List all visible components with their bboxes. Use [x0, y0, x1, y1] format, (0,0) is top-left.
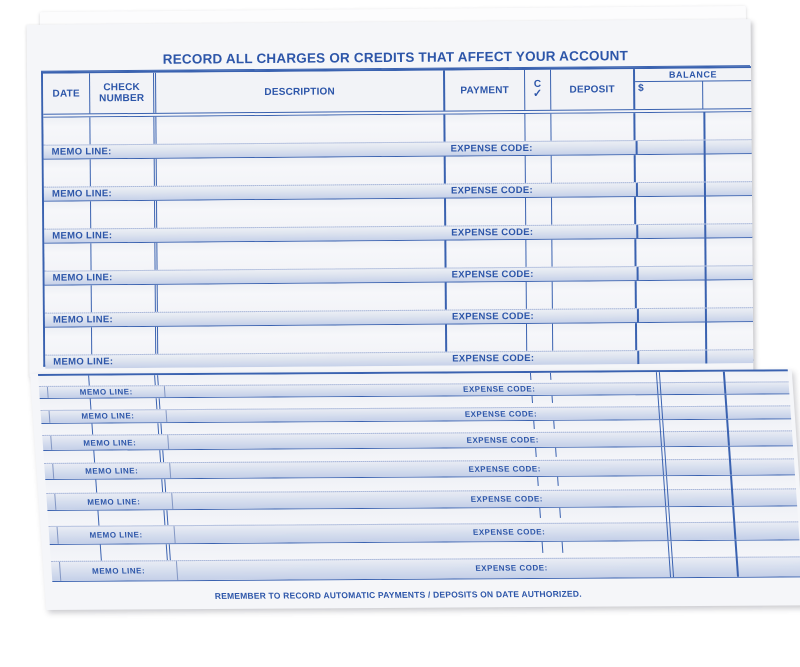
- dollar-sign: $: [638, 83, 644, 95]
- balance-column-line: [637, 309, 639, 322]
- entry-date-cell: [43, 117, 90, 144]
- table-header-row: [43, 68, 751, 118]
- entry-deposit-cell: [552, 239, 636, 267]
- entry-balance-cell: [636, 238, 752, 266]
- entry-description-cell: [153, 115, 445, 144]
- entry-deposit-cell: [552, 197, 636, 225]
- expense-code-label: EXPENSE CODE:: [468, 464, 542, 474]
- entry-balance-cell: [636, 196, 752, 224]
- entry-date-cell: [44, 243, 91, 270]
- entry-balance-cell: [636, 154, 752, 182]
- entry-cleared-cell: [526, 198, 552, 225]
- page-title: RECORD ALL CHARGES OR CREDITS THAT AFFECT YOUR ACCOUNT: [41, 47, 750, 72]
- cleared-column-line: [553, 421, 555, 429]
- cleared-c-label: C: [533, 78, 542, 90]
- transaction-block: [43, 112, 751, 160]
- date-column-line: [93, 451, 95, 463]
- entry-cleared-cell: [526, 156, 552, 183]
- memo-line-label: MEMO LINE:: [50, 436, 169, 450]
- cleared-column-line: [535, 448, 537, 457]
- column-header-balance: [635, 68, 751, 109]
- register-page-bottom: [30, 369, 800, 610]
- description-column-line: [163, 510, 168, 525]
- top-entry-blocks: [43, 112, 753, 370]
- cleared-column-line: [559, 508, 561, 518]
- register-table-top: [41, 66, 753, 367]
- entry-description-cell: [154, 199, 446, 228]
- balance-column-line: [636, 183, 638, 196]
- description-column-line: [159, 450, 164, 462]
- date-column-line: [100, 545, 102, 561]
- transaction-block: [45, 280, 753, 328]
- entry-cleared-cell: [527, 324, 553, 351]
- cleared-column-line: [555, 448, 557, 457]
- balance-column-divider: [704, 155, 706, 182]
- balance-column-line: [637, 267, 639, 280]
- entry-payment-cell: [447, 282, 527, 310]
- memo-line-label: MEMO LINE:: [57, 526, 176, 544]
- memo-line-label: MEMO LINE:: [52, 272, 113, 284]
- expense-code-label: EXPENSE CODE:: [451, 226, 534, 239]
- balance-column-divider: [705, 309, 707, 322]
- balance-column-divider: [705, 281, 707, 308]
- transaction-block: [44, 238, 752, 286]
- transaction-block: [50, 540, 800, 582]
- description-column-line: [154, 375, 159, 385]
- memo-line-label: MEMO LINE:: [53, 356, 114, 368]
- balance-column-divider: [705, 351, 707, 364]
- expense-code-label: EXPENSE CODE:: [451, 268, 534, 281]
- cleared-column-line: [530, 373, 531, 380]
- column-header-deposit: DEPOSIT: [551, 69, 635, 110]
- transaction-block: [45, 322, 753, 370]
- memo-line-label: MEMO LINE:: [52, 314, 113, 326]
- entry-description-cell: [155, 283, 447, 312]
- balance-column-divider: [703, 113, 705, 140]
- balance-column-divider: [705, 267, 707, 280]
- transaction-block: [43, 446, 795, 480]
- entry-payment-cell: [446, 240, 526, 268]
- column-header-description: DESCRIPTION: [153, 71, 445, 113]
- transaction-block: [45, 475, 797, 511]
- date-column-line: [97, 511, 99, 526]
- column-header-check-number: CHECK NUMBER: [99, 81, 145, 105]
- cleared-column-line: [557, 477, 559, 486]
- entry-deposit-cell: [552, 155, 636, 183]
- date-column-line: [90, 399, 92, 410]
- entry-payment-cell: [446, 156, 526, 184]
- entry-check-cell: [92, 285, 155, 312]
- balance-dollar-cell: [635, 82, 703, 110]
- column-header-cleared: [525, 70, 551, 110]
- page-stack-edge-bottom: [28, 606, 768, 645]
- footer-note: REMEMBER TO RECORD AUTOMATIC PAYMENTS / DEPOSITS ON DATE AUTHORIZED.: [214, 588, 583, 601]
- date-column-line: [91, 424, 93, 435]
- balance-cents-cell: [703, 81, 751, 108]
- entry-cleared-cell: [525, 114, 551, 141]
- entry-cleared-cell: [526, 240, 552, 267]
- entry-check-cell: [91, 159, 154, 186]
- cleared-column-line: [542, 542, 544, 553]
- cleared-column-line: [532, 396, 534, 403]
- memo-line-label: MEMO LINE:: [54, 493, 173, 510]
- entry-balance-cell: [637, 280, 753, 308]
- description-column-line: [161, 479, 166, 492]
- entry-deposit-cell: [551, 113, 635, 141]
- entry-check-cell: [91, 243, 154, 270]
- entry-description-cell: [154, 157, 446, 186]
- expense-code-label: EXPENSE CODE:: [475, 563, 549, 574]
- entry-payment-cell: [446, 198, 526, 226]
- expense-code-label: EXPENSE CODE:: [466, 435, 540, 446]
- cleared-column-line: [552, 396, 554, 403]
- balance-column-divider: [704, 141, 706, 154]
- memo-line-label: MEMO LINE:: [49, 410, 168, 423]
- date-column-line: [88, 376, 90, 386]
- column-header-payment: PAYMENT: [445, 70, 525, 111]
- checkmark-icon: ✓: [532, 87, 543, 100]
- memo-line-label: MEMO LINE:: [59, 561, 178, 581]
- balance-column-line: [637, 351, 639, 364]
- entry-payment-cell: [445, 114, 525, 142]
- balance-column-divider: [704, 197, 706, 224]
- entry-payment-cell: [447, 324, 527, 352]
- balance-column-divider: [704, 183, 706, 196]
- entry-check-cell: [91, 201, 154, 228]
- balance-column-divider: [704, 239, 706, 266]
- entry-check-cell: [92, 327, 155, 354]
- register-page-top: [27, 19, 754, 377]
- memo-line-label: MEMO LINE:: [52, 230, 113, 242]
- expense-code-label: EXPENSE CODE:: [472, 527, 546, 538]
- transaction-block: [44, 154, 752, 202]
- date-column-line: [95, 480, 97, 493]
- entry-date-cell: [44, 201, 91, 228]
- expense-code-label: EXPENSE CODE:: [464, 409, 538, 419]
- description-column-line: [166, 544, 171, 560]
- entry-check-cell: [90, 117, 153, 144]
- description-column-line: [157, 423, 162, 434]
- entry-description-cell: [155, 325, 447, 354]
- balance-column-line: [636, 141, 638, 154]
- expense-code-label: EXPENSE CODE:: [450, 184, 534, 197]
- memo-row: [51, 556, 800, 581]
- cleared-column-line: [537, 477, 539, 486]
- memo-line-label: MEMO LINE:: [51, 146, 112, 158]
- entry-date-cell: [45, 327, 92, 354]
- transaction-block: [44, 196, 752, 244]
- entry-balance-cell: [637, 322, 753, 350]
- entry-date-cell: [44, 159, 91, 186]
- entry-description-cell: [154, 241, 446, 270]
- transaction-block: [47, 506, 799, 545]
- expense-code-label: EXPENSE CODE:: [470, 494, 544, 504]
- cleared-column-line: [550, 373, 551, 380]
- balance-column-divider: [704, 225, 706, 238]
- expense-code-label: EXPENSE CODE:: [450, 142, 533, 155]
- cleared-column-line: [562, 542, 564, 553]
- entry-deposit-cell: [553, 323, 637, 351]
- entry-deposit-cell: [553, 281, 637, 309]
- entry-date-cell: [45, 285, 92, 312]
- expense-code-label: EXPENSE CODE:: [451, 310, 535, 323]
- balance-column-divider: [705, 323, 707, 350]
- memo-line-label: MEMO LINE:: [52, 463, 171, 478]
- description-column-line: [156, 398, 161, 409]
- balance-column-line: [636, 225, 638, 238]
- cleared-column-line: [533, 421, 535, 429]
- memo-line-label: MEMO LINE:: [51, 188, 113, 200]
- balance-label: BALANCE: [635, 68, 751, 82]
- entry-cleared-cell: [527, 282, 553, 309]
- expense-code-label: EXPENSE CODE:: [462, 384, 536, 395]
- expense-code-label: EXPENSE CODE:: [452, 352, 535, 365]
- entry-balance-cell: [635, 112, 751, 140]
- register-table-bottom: [38, 369, 800, 610]
- column-header-date: DATE: [43, 73, 90, 113]
- bottom-entry-blocks: [38, 371, 800, 582]
- cleared-column-line: [539, 508, 541, 518]
- memo-line-label: MEMO LINE:: [47, 386, 166, 398]
